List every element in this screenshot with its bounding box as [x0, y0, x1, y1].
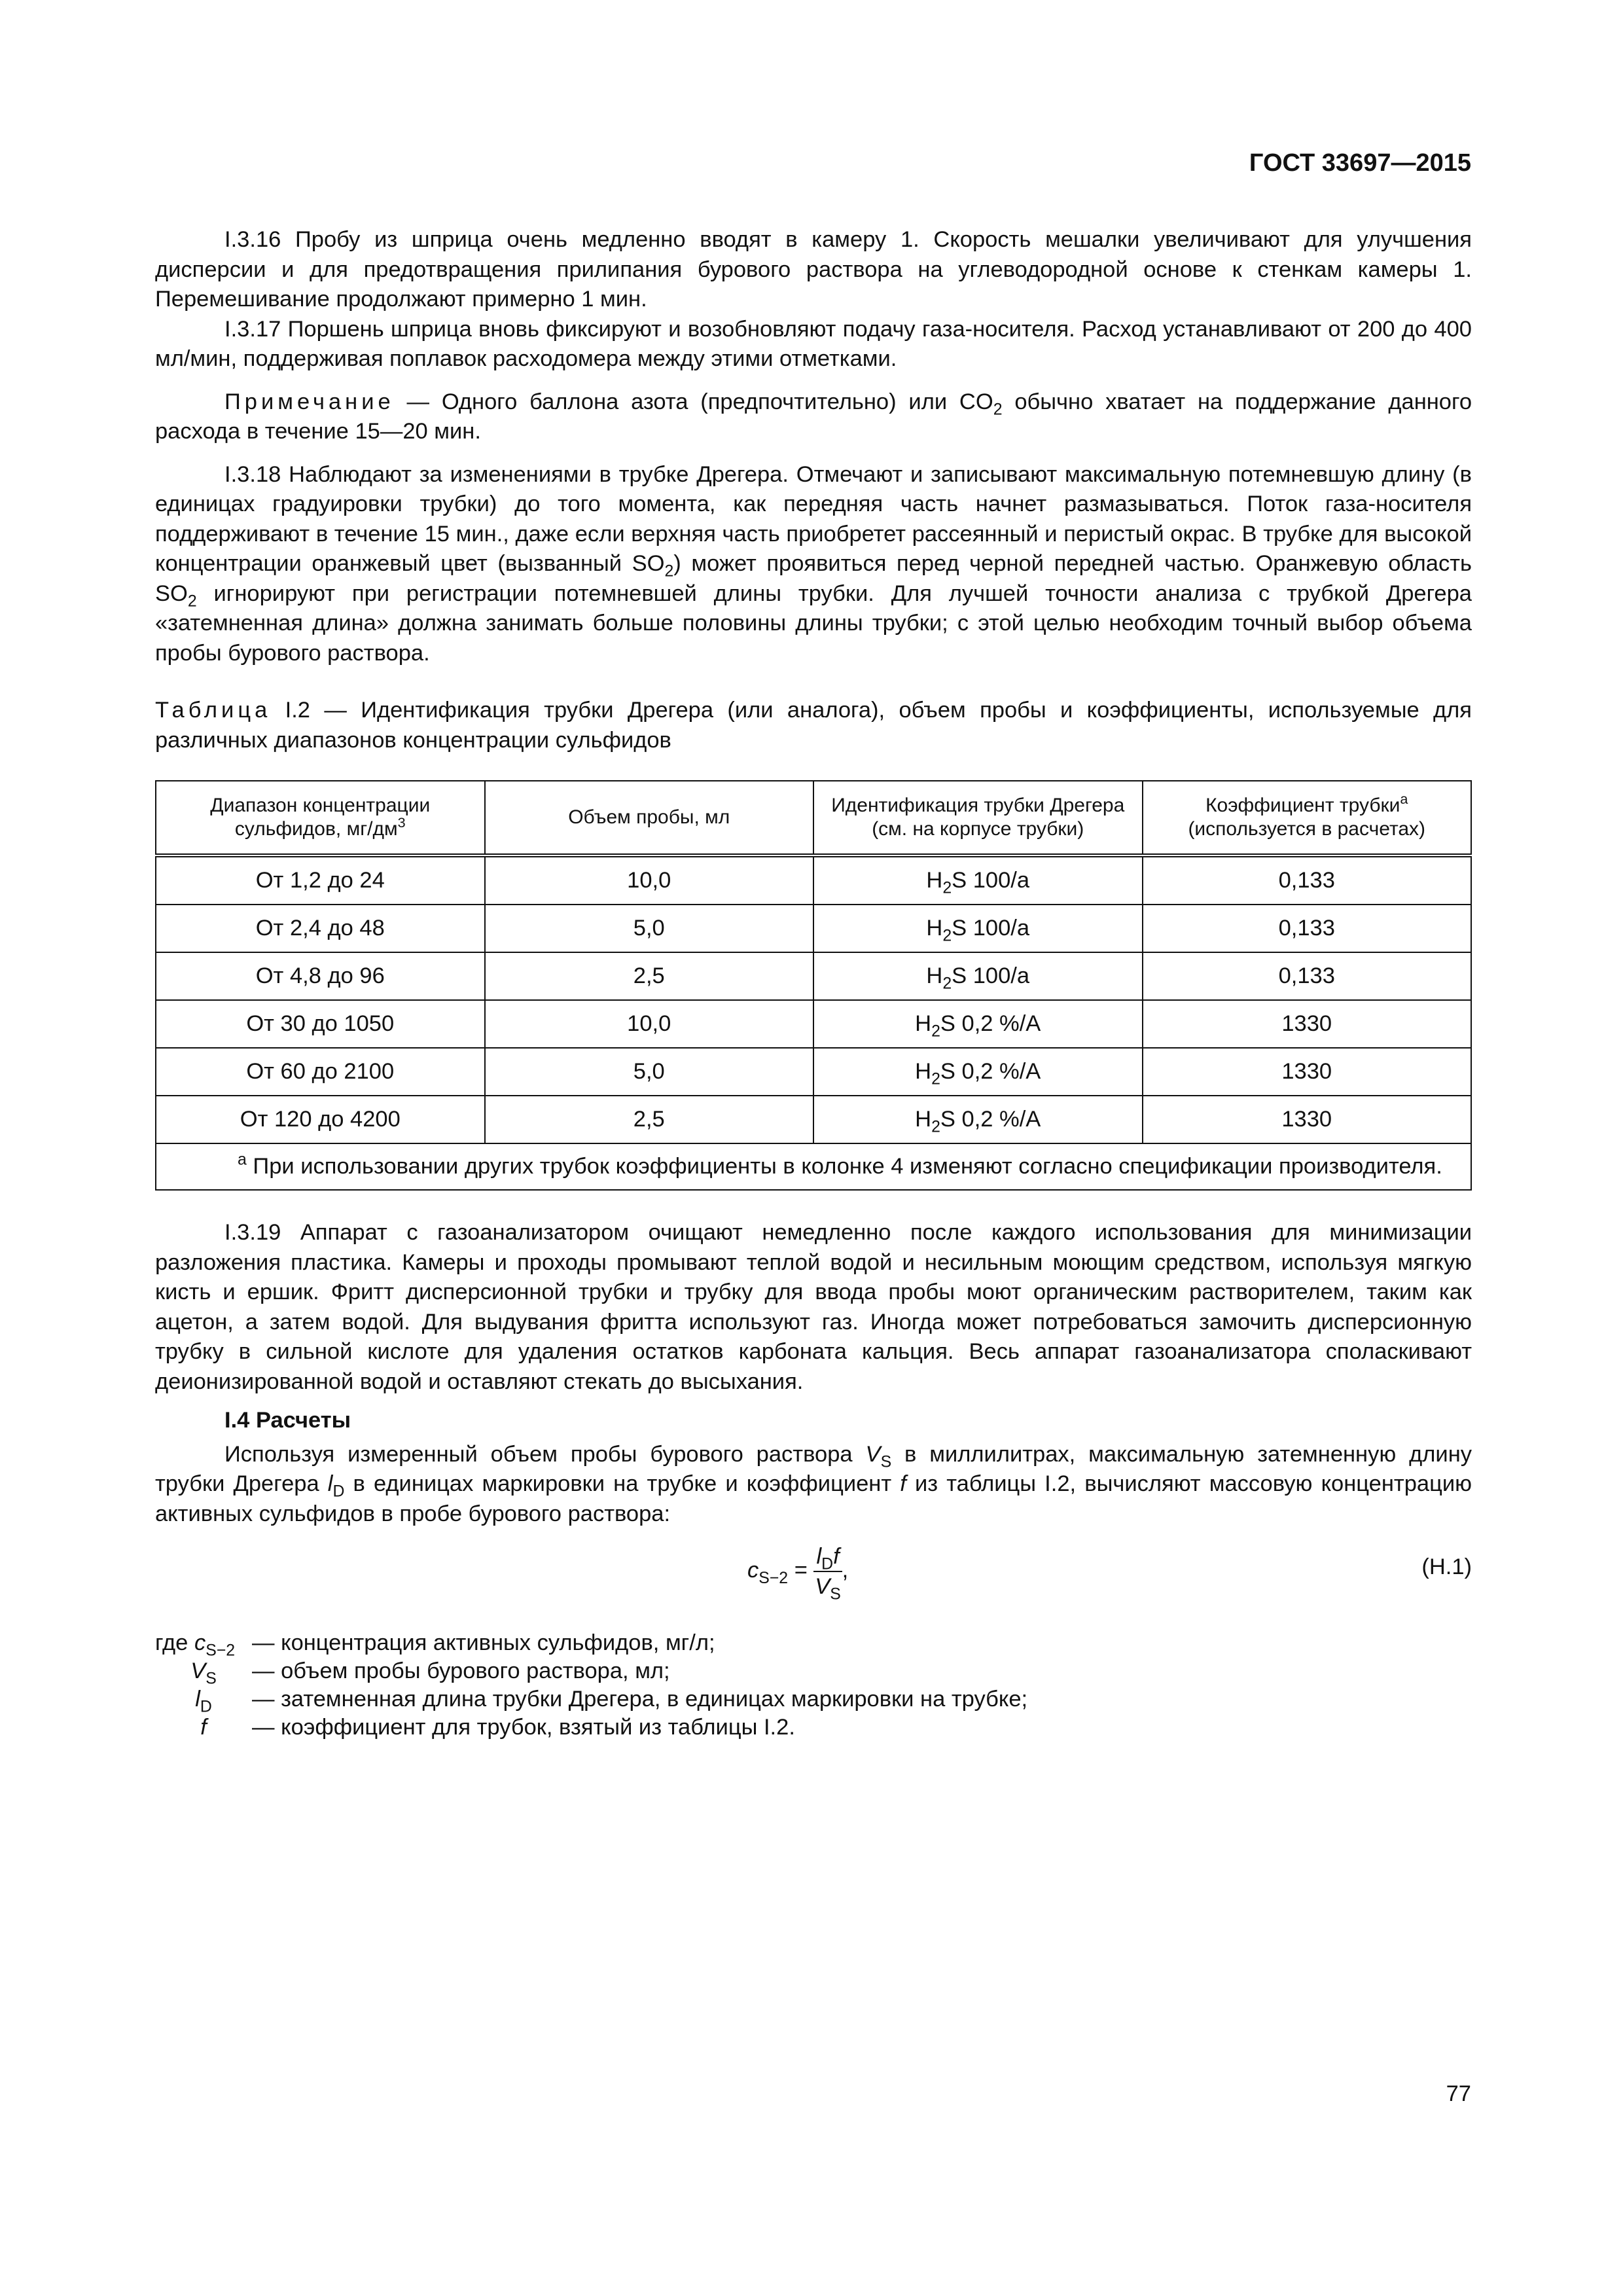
paragraph-i-3-19: I.3.19 Аппарат с газоанализатором очищают немедленно после каждого использования для минимизации разложения пластика. Камеры и проходы промывают теплой водой и несильным моющим средством, используя мягкую кисть и ершик. Фритт дисперсионной трубки и трубку для ввода пробы моют органическим растворителем, таким как ацетон, а затем водой. Для выдувания фритта используют газ. Иногда может потребоваться замочить дисперсионную трубку в сильной кислоте для удаления остатков карбоната кальция. Весь аппарат газоанализатора споласкивают деионизированной водой и оставляют стекать до высыхания. [155, 1220, 1472, 1394]
symbol-v: V [865, 1441, 881, 1467]
cell-tube-id [813, 1000, 1143, 1048]
definition-row [155, 1685, 1472, 1716]
p318-subscript-1: 2 [664, 562, 674, 581]
p318-subscript-2: 2 [187, 592, 197, 611]
tube-id-a: H [915, 1011, 932, 1036]
definition-text: — затемненная длина трубки Дрегера, в единицах маркировки на трубке; [252, 1687, 1028, 1712]
formula-numerator [813, 1542, 842, 1572]
formula-den-v: V [815, 1574, 830, 1599]
tube-id-a: H [926, 915, 943, 941]
page-content [155, 225, 1472, 1742]
header-concentration-sup: 3 [397, 814, 406, 831]
symbol-letter: l [195, 1687, 200, 1712]
cell-tube-id [813, 952, 1143, 1000]
symbol-letter: V [190, 1659, 206, 1683]
formula-comma: , [842, 1558, 849, 1583]
cell-tube-id [813, 905, 1143, 952]
cell-coefficient: 0,133 [1143, 905, 1472, 952]
table-header-row [156, 781, 1471, 855]
tube-id-b: S 0,2 %/A [940, 1058, 1041, 1084]
definition-symbol [155, 1685, 252, 1716]
section-text-b: в миллилитрах, максимальную затемненную длину трубки Дрегера [155, 1441, 1472, 1496]
table-row [156, 1096, 1471, 1143]
tube-id-sub: 2 [931, 1022, 940, 1041]
symbol-sub: S−2 [205, 1641, 236, 1660]
symbol-letter: f [200, 1715, 207, 1740]
symbol-sub: S [205, 1670, 217, 1688]
tube-id-b: S 0,2 %/A [940, 1011, 1041, 1036]
cell-volume: 10,0 [485, 855, 814, 905]
header-tube-id: Идентификация трубки Дрегера (см. на корпусе трубки) [813, 781, 1143, 855]
symbol-l-sub: D [332, 1482, 345, 1501]
definition-text: — объем пробы бурового раствора, мл; [252, 1659, 670, 1683]
table-row [156, 905, 1471, 952]
formula-lhs-sub: S−2 [758, 1569, 789, 1587]
footnote-text: При использовании других трубок коэффициенты в колонке 4 изменяют согласно спецификации производителя. [246, 1154, 1442, 1179]
formula-num-sub: D [821, 1555, 834, 1573]
formula [747, 1542, 849, 1604]
cell-tube-id [813, 855, 1143, 905]
header-concentration-range [156, 781, 485, 855]
tube-id-b: S 100/a [952, 867, 1030, 893]
where-lead: где [155, 1630, 188, 1655]
tube-id-a: H [915, 1058, 932, 1084]
paragraph-i-3-17: I.3.17 Поршень шприца вновь фиксируют и возобновляют подачу газа-носителя. Расход устанавливают от 200 до 400 мл/мин, поддерживая поплавок расходомера между этими отметками. [155, 316, 1472, 371]
header-sample-volume: Объем пробы, мл [485, 781, 814, 855]
page-number: 77 [1446, 2081, 1471, 2106]
symbol-letter: c [194, 1630, 206, 1655]
table-row [156, 952, 1471, 1000]
cell-volume: 5,0 [485, 1048, 814, 1096]
cell-tube-id [813, 1096, 1143, 1143]
tube-id-a: H [926, 963, 943, 988]
note-subscript: 2 [993, 401, 1003, 419]
p318-text-b: ) может проявиться перед черной передней частью. Оранжевую область SO [155, 551, 1472, 606]
section-paragraph [155, 1440, 1472, 1530]
header-coef-text-b: (используется в расчетах) [1188, 818, 1426, 840]
cell-coefficient: 1330 [1143, 1048, 1472, 1096]
p318-text-a: I.3.18 Наблюдают за изменениями в трубке Дрегера. Отмечают и записывают максимальную потемневшую длину (в единицах градуировки трубки) до того момента, как передняя часть начнет размазываться. Поток газа-носителя поддерживают в течение 15 мин., даже если верхняя часть приобретет рассеянный и перистый окрас. В трубке для высокой концентрации оранжевый цвет (вызванный SO [155, 461, 1472, 576]
definition-text: — коэффициент для трубок, взятый из таблицы I.2. [252, 1715, 795, 1740]
cell-range: От 120 до 4200 [156, 1096, 485, 1143]
tube-id-sub: 2 [931, 1070, 940, 1088]
table-row [156, 1048, 1471, 1096]
cell-volume: 2,5 [485, 952, 814, 1000]
symbol-l: l [327, 1471, 333, 1496]
definition-symbol [155, 1713, 252, 1742]
cell-volume: 10,0 [485, 1000, 814, 1048]
definition-row [155, 1713, 1472, 1742]
dreger-tube-table [155, 780, 1472, 1191]
footnote-mark: a [238, 1151, 247, 1169]
header-coef-text: Коэффициент трубки [1205, 795, 1400, 816]
symbol-definitions [155, 1629, 1472, 1742]
formula-num-l: l [816, 1544, 822, 1569]
formula-denominator [813, 1572, 842, 1604]
tube-id-sub: 2 [942, 879, 952, 897]
tube-id-sub: 2 [942, 975, 952, 993]
tube-id-b: S 100/a [952, 915, 1030, 941]
table-footnote-row [156, 1143, 1471, 1190]
cell-range: От 2,4 до 48 [156, 905, 485, 952]
definition-symbol [155, 1657, 252, 1688]
header-coef-sup: a [1400, 791, 1408, 808]
symbol-f: f [900, 1471, 906, 1496]
formula-number: (H.1) [1421, 1554, 1472, 1579]
section-text-c: в единицах маркировки на трубке и коэффициент [344, 1471, 901, 1496]
formula-block [155, 1542, 1472, 1617]
section-text-d: из таблицы I.2, вычисляют массовую концентрацию активных сульфидов в пробе бурового раствора: [155, 1471, 1472, 1526]
note-text-a: — Одного баллона азота (предпочтительно) или CO [394, 389, 993, 414]
cell-range: От 4,8 до 96 [156, 952, 485, 1000]
paragraph-i-3-16: I.3.16 Пробу из шприца очень медленно вводят в камеру 1. Скорость мешалки увеличивают для улучшения дисперсии и для предотвращения прилипания бурового раствора на углеводородной основе к стенкам камеры 1. Перемешивание продолжают примерно 1 мин. [155, 227, 1472, 312]
table-row [156, 1000, 1471, 1048]
symbol-v-sub: S [880, 1453, 892, 1471]
header-concentration-text: Диапазон концентрации сульфидов, мг/дм [210, 795, 431, 840]
definition-text: — концентрация активных сульфидов, мг/л; [252, 1630, 715, 1655]
header-tube-coefficient [1143, 781, 1472, 855]
note-paragraph [155, 387, 1472, 447]
p318-text-c: игнорируют при регистрации потемневшей длины трубки. Для лучшей точности анализа с трубкой Дрегера «затемненная длина» должна занимать больше половины длины трубки; с этой целью необходим точный выбор объема пробы бурового раствора. [155, 581, 1472, 666]
cell-coefficient: 0,133 [1143, 952, 1472, 1000]
paragraph-i-3-18 [155, 460, 1472, 669]
cell-volume: 5,0 [485, 905, 814, 952]
symbol-sub: D [200, 1698, 212, 1716]
cell-tube-id [813, 1048, 1143, 1096]
formula-lhs: c [747, 1558, 759, 1583]
cell-coefficient: 1330 [1143, 1096, 1472, 1143]
table-row [156, 855, 1471, 905]
section-text-a: Используя измеренный объем пробы бурового раствора [224, 1441, 866, 1467]
cell-range: От 30 до 1050 [156, 1000, 485, 1048]
tube-id-sub: 2 [942, 927, 952, 945]
definition-symbol [155, 1629, 252, 1660]
formula-equals: = [788, 1558, 814, 1583]
table-caption-label: Таблица [155, 698, 272, 723]
formula-den-sub: S [830, 1585, 841, 1604]
cell-coefficient: 1330 [1143, 1000, 1472, 1048]
tube-id-b: S 0,2 %/A [940, 1106, 1041, 1132]
standard-header: ГОСТ 33697—2015 [1249, 149, 1471, 177]
note-text-b: обычно хватает на поддержание данного расхода в течение 15—20 мин. [155, 389, 1472, 444]
cell-range: От 1,2 до 24 [156, 855, 485, 905]
section-heading: I.4 Расчеты [224, 1408, 351, 1433]
tube-id-a: H [915, 1106, 932, 1132]
table-footnote [156, 1143, 1471, 1190]
formula-fraction [813, 1542, 842, 1604]
tube-id-b: S 100/a [952, 963, 1030, 988]
cell-range: От 60 до 2100 [156, 1048, 485, 1096]
formula-num-f: f [833, 1544, 840, 1569]
table-caption-text: I.2 — Идентификация трубки Дрегера (или аналога), объем пробы и коэффициенты, используемые для различных диапазонов концентрации сульфидов [155, 698, 1472, 753]
cell-volume: 2,5 [485, 1096, 814, 1143]
table-caption [155, 696, 1472, 755]
definition-row [155, 1629, 1472, 1660]
cell-coefficient: 0,133 [1143, 855, 1472, 905]
tube-id-sub: 2 [931, 1118, 940, 1136]
definition-row [155, 1657, 1472, 1688]
note-label: Примечание [224, 389, 395, 414]
tube-id-a: H [926, 867, 943, 893]
table-body [156, 855, 1471, 1143]
